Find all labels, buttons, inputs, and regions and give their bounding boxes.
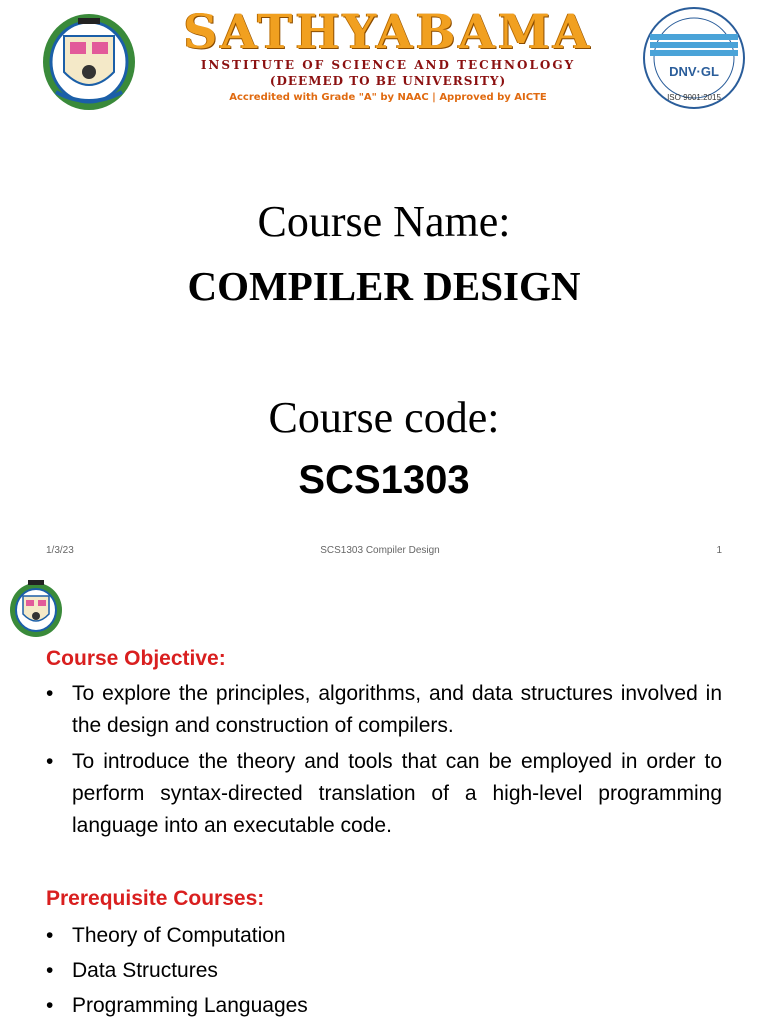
prerequisite-courses-heading: Prerequisite Courses: (46, 887, 265, 910)
university-emblem-logo (28, 6, 150, 114)
course-name-label: Course Name: (257, 197, 511, 246)
university-wordmark (158, 6, 618, 106)
accreditation-line: Accredited with Grade "A" by NAAC | Approved by AICTE (229, 92, 547, 103)
bullet-icon: • (46, 959, 54, 982)
course-objective-list (46, 678, 722, 846)
cert-logo-text: DNV·GL (669, 64, 719, 79)
footer-title: SCS1303 Compiler Design (320, 545, 440, 556)
university-status: (DEEMED TO BE UNIVERSITY) (269, 74, 507, 88)
course-objective-heading: Course Objective: (46, 647, 226, 670)
prerequisite-courses-list (46, 920, 722, 1025)
footer-date: 1/3/23 (46, 545, 74, 556)
bullet-icon: • (46, 682, 54, 705)
university-subtitle: INSTITUTE OF SCIENCE AND TECHNOLOGY (200, 58, 576, 72)
objective-text: To explore the principles, algorithms, and data structures involved in the design and construction of compilers. (72, 682, 722, 737)
prerequisite-text: Data Structures (72, 959, 218, 982)
bullet-icon: • (46, 750, 54, 773)
university-emblem-small-logo (6, 576, 66, 640)
footer-page-number: 1 (716, 545, 722, 556)
course-code-label: Course code: (268, 393, 500, 442)
prerequisite-text: Programming Languages (72, 994, 308, 1017)
bullet-icon: • (46, 994, 54, 1017)
university-name: SATHYABAMA (183, 5, 593, 60)
list-item (46, 678, 722, 742)
list-item (46, 955, 722, 987)
certification-seal-logo (626, 4, 762, 112)
list-item (46, 746, 722, 842)
bullet-icon: • (46, 924, 54, 947)
prerequisite-text: Theory of Computation (72, 924, 286, 947)
cert-iso-text: ISO 9001:2015 (667, 93, 721, 102)
list-item (46, 920, 722, 952)
course-name: COMPILER DESIGN (187, 263, 581, 309)
course-code: SCS1303 (298, 458, 470, 502)
objectives-slide (0, 568, 768, 1024)
objective-text: To introduce the theory and tools that can be employed in order to perform syntax-directed translation of a high-level programming language into an executable code. (72, 750, 722, 837)
list-item (46, 990, 722, 1022)
